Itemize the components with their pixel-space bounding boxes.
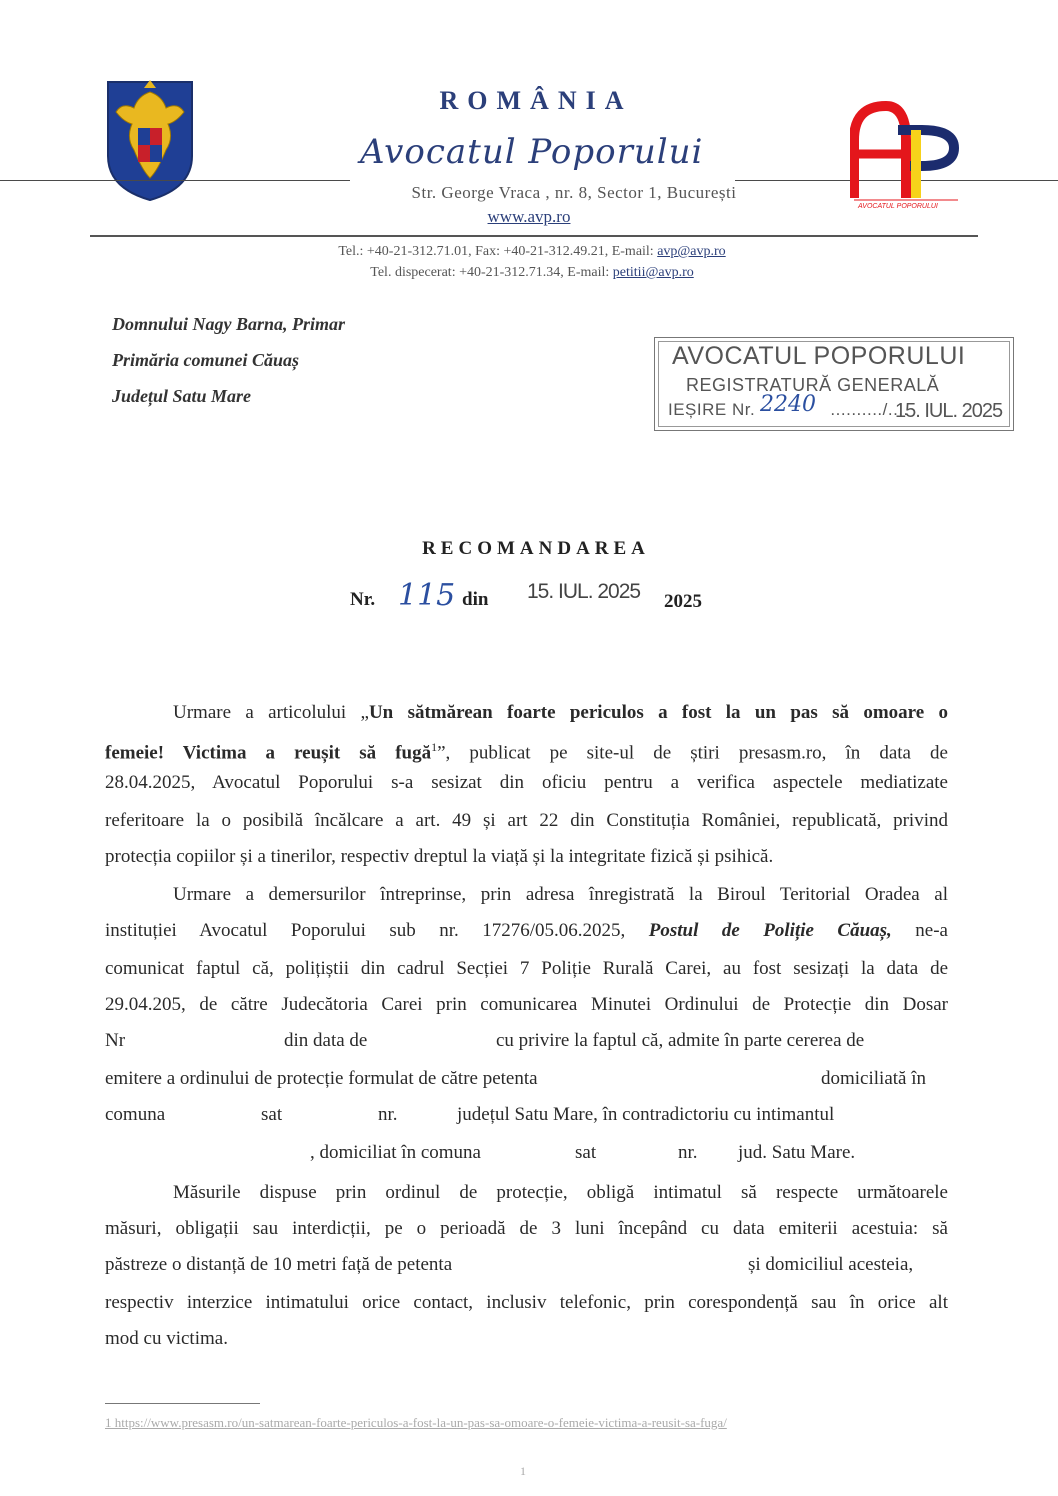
document-title: RECOMANDAREA <box>422 538 650 559</box>
p2-line8-sat: sat <box>575 1142 597 1163</box>
p2-line1: Urmare a demersurilor întreprinse, prin adresa înregistrată la Biroul Teritorial Oradea al <box>173 884 948 905</box>
stamp-date: 15. IUL. 2025 <box>895 400 1003 422</box>
institution-address: Str. George Vraca , nr. 8, Sector 1, București <box>411 183 737 202</box>
petitions-email-link[interactable]: petitii@avp.ro <box>612 265 694 280</box>
p2-line5-nr: Nr <box>105 1030 126 1051</box>
contact-line-1 <box>0 244 1058 260</box>
p2-line4: 29.04.205, de către Judecătoria Carei prin comunicarea Minutei Ordinului de Protecție din Dosar <box>105 994 948 1015</box>
contact-phone-fax: Tel.: +40-21-312.71.01, Fax: +40-21-312.49.21, E-mail: <box>338 244 658 259</box>
p2-line7-rest: județul Satu Mare, în contradictoriu cu intimantul <box>457 1104 835 1125</box>
p1-line2: femeie! Victima a reușit să fugă$^1$”, publicat pe site-ul de știri presasm.ro, în data de <box>105 740 948 764</box>
footnote-link[interactable]: 1 https://www.presasm.ro/un-satmarean-foarte-periculos-a-fost-la-un-pas-sa-omoare-o-femeie-victima-a-reusit-sa-fuga/ <box>105 1415 727 1430</box>
footnote-separator <box>105 1403 260 1404</box>
police-post-name: Postul de Poliție Căuaș, <box>648 920 892 941</box>
p1-line4: referitoare la o posibilă încălcare a art. 49 și art 22 din Constituția României, republicată, privind <box>105 810 948 831</box>
p3-line3-b: și domiciliul acesteia, <box>748 1254 914 1275</box>
p3-line3-a: păstreze o distanță de 10 metri față de petenta <box>105 1254 453 1275</box>
p2-line7-sat: sat <box>261 1104 283 1125</box>
p2-line7-comuna: comuna <box>105 1104 166 1125</box>
p3-line2: măsuri, obligații sau interdicții, pe o perioadă de 3 luni începând cu data emiterii acestuia: să <box>105 1218 948 1239</box>
din-label: din <box>462 589 489 610</box>
page-number: 1 <box>520 1464 526 1478</box>
p3-line5: mod cu victima. <box>105 1328 228 1349</box>
header-separator <box>90 235 978 237</box>
number-label: Nr. <box>350 589 376 610</box>
p1-line1: Urmare a articolului „Un sătmărean foarte periculos a fost la un pas să omoare o <box>173 702 948 723</box>
stamp-exit-label: IEȘIRE Nr. ........../.... <box>668 400 909 419</box>
p2-line5-date: din data de <box>284 1030 368 1051</box>
p2-line5-rest: cu privire la faptul că, admite în parte cererea de <box>496 1030 865 1051</box>
p2-line6-a: emitere a ordinului de protecție formulat de către petenta <box>105 1068 538 1089</box>
institution-name: Avocatul Poporului <box>360 132 704 172</box>
country-title: ROMÂNIA <box>439 86 633 115</box>
stamp-handwritten-number: 2240 <box>760 392 816 417</box>
p2-line8-nr: nr. <box>678 1142 698 1163</box>
logo-caption: AVOCATUL POPORULUI <box>858 203 938 210</box>
recipient-name: Domnului Nagy Barna, Primar <box>112 314 346 334</box>
contact-line-2 <box>0 265 1058 281</box>
p3-line4: respectiv interzice intimatului orice contact, inclusiv telefonic, prin corespondență sau în orice alt <box>105 1292 948 1313</box>
avocatul-poporului-logo-icon <box>850 100 960 210</box>
p2-line2: instituției Avocatul Poporului sub nr. 17276/05.06.2025, Postul de Poliție Căuaș, ne-a <box>105 920 948 941</box>
p3-line1: Măsurile dispuse prin ordinul de protecție, obligă intimatul să respecte următoarele <box>173 1182 948 1203</box>
p2-line8-a: , domiciliat în comuna <box>310 1142 481 1163</box>
handwritten-number: 115 <box>398 578 456 613</box>
stamp-registry: REGISTRATURĂ GENERALĂ <box>686 375 940 395</box>
contact-email-link[interactable]: avp@avp.ro <box>657 244 726 259</box>
stamp-dots: ........../.... <box>830 400 909 419</box>
recipient-county: Județul Satu Mare <box>112 386 252 406</box>
article-title-cont: femeie! Victima a reușit să fugă <box>105 742 432 764</box>
p1-line5: protecția copiilor și a tinerilor, respectiv dreptul la viață și la integritate fizică și psihică. <box>105 846 774 867</box>
p2-line8-jud: jud. Satu Mare. <box>738 1142 856 1163</box>
date-stamp: 15. IUL. 2025 <box>527 580 641 603</box>
document-year: 2025 <box>664 591 702 612</box>
p2-line6-b: domiciliată în <box>821 1068 927 1089</box>
p1-line3: 28.04.2025, Avocatul Poporului s-a sesizat din oficiu pentru a verifica aspectele mediatizate <box>105 772 948 793</box>
header-line-left <box>0 180 350 181</box>
article-title: Un sătmărean foarte periculos a fost la un pas să omoare o <box>368 702 948 723</box>
recipient-institution: Primăria comunei Căuaș <box>112 350 300 370</box>
p2-line3: comunicat faptul că, polițiștii din cadrul Secției 7 Poliție Rurală Carei, au fost sesizați la data de <box>105 958 948 979</box>
footnote-ref: 1 <box>431 740 438 754</box>
website-link[interactable]: www.avp.ro <box>487 207 571 226</box>
stamp-title: AVOCATUL POPORULUI <box>672 342 966 370</box>
p2-line7-nr: nr. <box>378 1104 398 1125</box>
contact-dispatch-phone: Tel. dispecerat: +40-21-312.71.34, E-mail: <box>370 265 613 280</box>
